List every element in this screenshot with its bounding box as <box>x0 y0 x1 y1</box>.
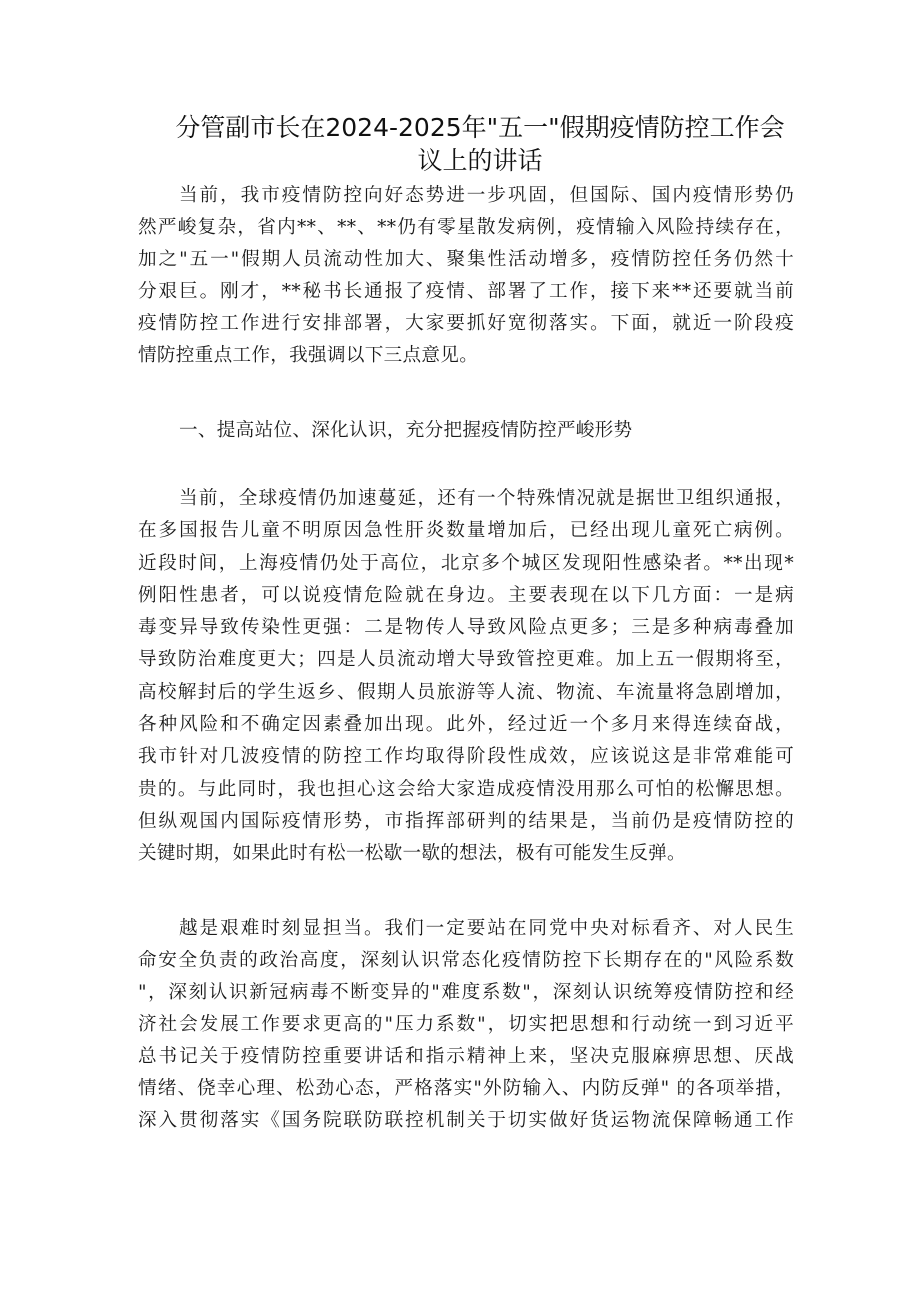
paragraph-3-line: 越是艰难时刻显担当。我们一定要站在同党中央对标看齐、对人民生 <box>179 918 794 939</box>
paragraph-2-line: 但纵观国内国际疫情形势，市指挥部研判的结果是，当前仍是疫情防控的 <box>138 811 794 832</box>
paragraph-2-line: 在多国报告儿童不明原因急性肝炎数量增加后，已经出现儿童死亡病例。 <box>138 520 794 541</box>
document-title-line-1: 分管副市长在2024-2025年"五一"假期疫情防控工作会 <box>175 113 785 142</box>
section-heading-1: 一、提高站位、深化认识，充分把握疫情防控严峻形势 <box>179 420 633 441</box>
paragraph-1-line: 加之"五一"假期人员流动性加大、聚集性活动增多，疫情防控任务仍然十 <box>138 249 794 270</box>
paragraph-2-line: 近段时间，上海疫情仍处于高位，北京多个城区发现阳性感染者。**出现* <box>138 553 794 574</box>
paragraph-1-line: 疫情防控工作进行安排部署，大家要抓好宽彻落实。下面，就近一阶段疫 <box>138 313 794 334</box>
paragraph-3-line: 深入贯彻落实《国务院联防联控机制关于切实做好货运物流保障畅通工作 <box>138 1110 794 1131</box>
paragraph-3-line: 总书记关于疫情防控重要讲话和指示精神上来，坚决克服麻痹思想、厌战 <box>138 1046 794 1067</box>
paragraph-1-line: 当前，我市疫情防控向好态势进一步巩固，但国际、国内疫情形势仍 <box>179 185 794 206</box>
paragraph-2-line: 高校解封后的学生返乡、假期人员旅游等人流、物流、车流量将急剧增加， <box>138 682 794 703</box>
paragraph-2-line: 毒变异导致传染性更强：二是物传人导致风险点更多；三是多种病毒叠加 <box>138 617 794 638</box>
paragraph-3-line: 济社会发展工作要求更高的"压力系数"，切实把思想和行动统一到习近平 <box>138 1014 794 1035</box>
paragraph-2-line: 我市针对几波疫情的防控工作均取得阶段性成效，应该说这是非常难能可 <box>138 746 794 767</box>
paragraph-1-line: 情防控重点工作，我强调以下三点意见。 <box>138 345 479 366</box>
paragraph-2-line: 各种风险和不确定因素叠加出现。此外，经过近一个多月来得连续奋战， <box>138 714 794 735</box>
paragraph-3-line: 情绪、侥幸心理、松劲心态，严格落实"外防输入、内防反弹" 的各项举措， <box>138 1078 794 1099</box>
paragraph-2-line: 关键时期，如果此时有松一松歇一歇的想法，极有可能发生反弹。 <box>138 843 686 864</box>
document-title-line-2: 议上的讲话 <box>417 146 543 175</box>
paragraph-2-line: 当前，全球疫情仍加速蔓延，还有一个特殊情况就是据世卫组织通报， <box>179 488 794 509</box>
paragraph-1-line: 然严峻复杂，省内**、**、**仍有零星散发病例，疫情输入风险持续存在， <box>138 217 794 238</box>
paragraph-3-line: 命安全负责的政治高度，深刻认识常态化疫情防控下长期存在的"风险系数 <box>138 950 794 971</box>
paragraph-2-line: 例阳性患者，可以说疫情危险就在身边。主要表现在以下几方面：一是病 <box>138 585 794 606</box>
paragraph-2-line: 导致防治难度更大；四是人员流动增大导致管控更难。加上五一假期将至， <box>138 649 794 670</box>
paragraph-2-line: 贵的。与此同时，我也担心这会给大家造成疫情没用那么可怕的松懈思想。 <box>138 779 794 800</box>
paragraph-1-line: 分艰巨。刚才，**秘书长通报了疫情、部署了工作，接下来**还要就当前 <box>138 281 794 302</box>
paragraph-3-line: "，深刻认识新冠病毒不断变异的"难度系数"，深刻认识统筹疫情防控和经 <box>138 982 794 1003</box>
